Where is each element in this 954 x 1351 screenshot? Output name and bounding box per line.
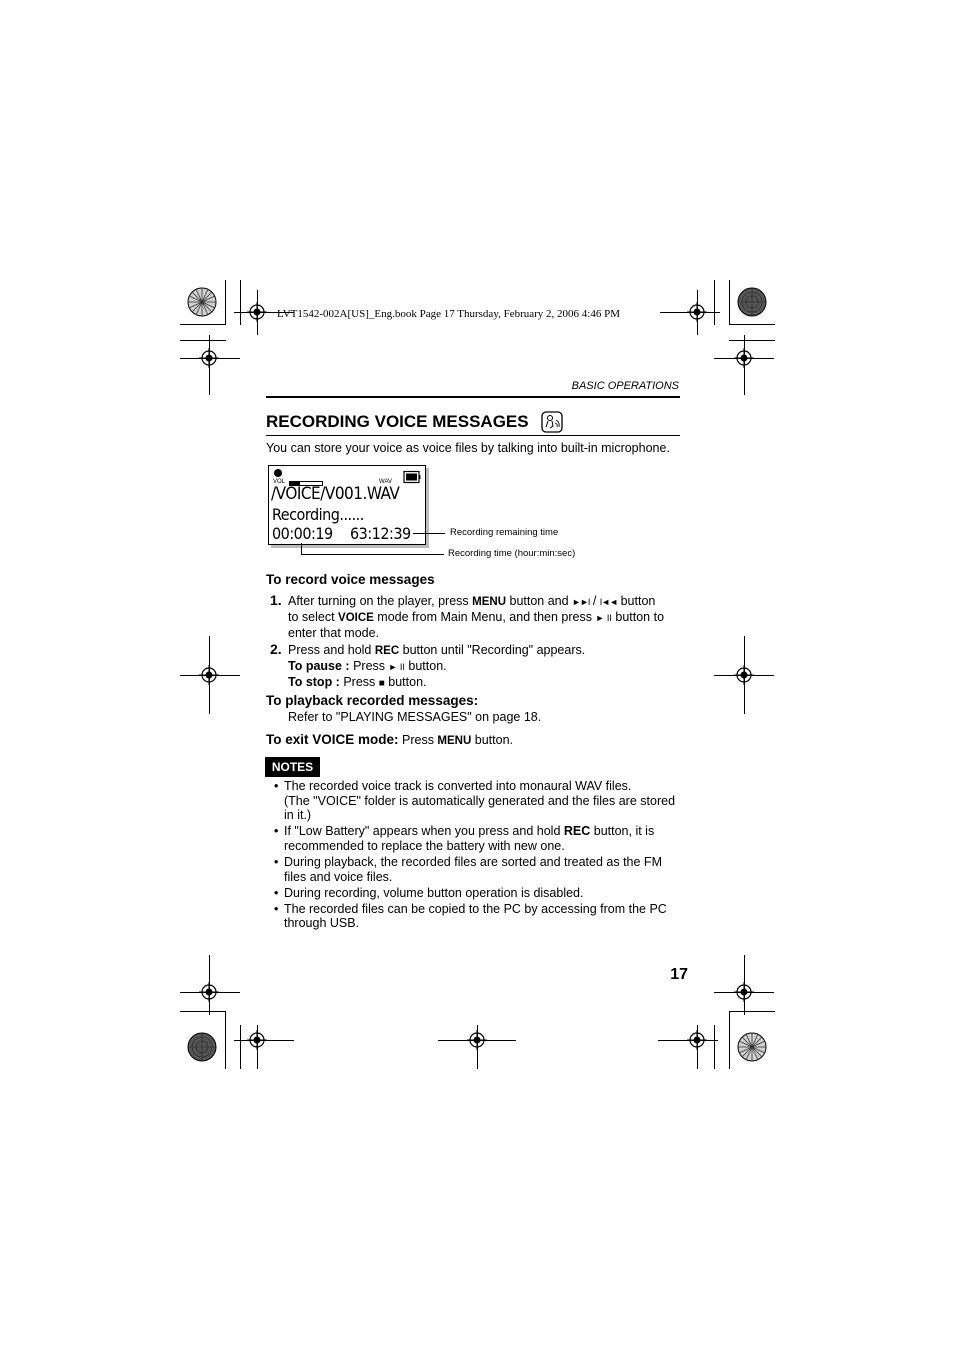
crop-mark xyxy=(729,340,775,341)
notes-label: NOTES xyxy=(265,757,320,777)
record-heading: To record voice messages xyxy=(266,572,435,587)
running-header: BASIC OPERATIONS xyxy=(571,380,679,392)
crop-mark xyxy=(729,1011,730,1069)
crop-mark xyxy=(729,280,730,325)
crop-mark xyxy=(658,1040,718,1041)
record-indicator-icon xyxy=(274,469,282,477)
callout-line xyxy=(301,554,444,555)
next-button-icon: ►►I xyxy=(572,597,590,607)
exit-line: To exit VOICE mode: Press MENU button. xyxy=(266,732,513,747)
crop-mark xyxy=(209,955,210,1015)
crop-mark xyxy=(180,358,240,359)
recording-status: Recording...... xyxy=(272,505,364,524)
crop-mark xyxy=(234,1040,294,1041)
step-2-text: Press and hold REC button until "Recording" appears. To pause : Press ► II button. To stop : Press ■ button. xyxy=(288,643,586,689)
title-rule xyxy=(266,435,680,436)
battery-icon xyxy=(403,470,421,484)
color-rosette-icon xyxy=(737,287,767,317)
crop-mark xyxy=(209,636,210,714)
crop-mark xyxy=(660,312,720,313)
callout-elapsed: Recording time (hour:min:sec) xyxy=(448,548,576,559)
crop-mark xyxy=(744,335,745,395)
voice-recording-icon xyxy=(541,411,563,433)
color-rosette-icon xyxy=(187,1032,217,1062)
crop-mark xyxy=(744,636,745,714)
crop-mark xyxy=(257,1025,258,1069)
header-rule xyxy=(266,396,680,398)
color-rosette-icon xyxy=(187,287,217,317)
list-item: • The recorded files can be copied to the PC by accessing from the PC through USB. xyxy=(272,902,682,931)
list-item: • During playback, the recorded files are sorted and treated as the FM files and voice files. xyxy=(272,855,682,884)
crop-mark xyxy=(209,335,210,395)
exit-heading: To exit VOICE mode: xyxy=(266,732,399,747)
wav-label: WAV xyxy=(379,479,392,485)
playback-heading: To playback recorded messages: xyxy=(266,693,479,708)
crop-mark xyxy=(714,280,715,325)
crop-mark xyxy=(477,1025,478,1069)
stop-icon: ■ xyxy=(378,678,385,689)
recording-time: 00:00:19 xyxy=(272,524,333,543)
player-display xyxy=(268,465,426,545)
vol-label: VOL xyxy=(273,479,286,485)
list-item: • If "Low Battery" appears when you press and hold REC button, it is recommended to replace the battery with new one. xyxy=(272,824,682,853)
play-pause-icon: ► II xyxy=(388,662,405,672)
crop-mark xyxy=(729,1011,775,1012)
step-number: 2. xyxy=(270,641,282,657)
crop-mark xyxy=(180,1011,226,1012)
page-number: 17 xyxy=(670,966,688,983)
page-title xyxy=(266,412,529,432)
callout-line xyxy=(301,543,302,554)
crop-mark xyxy=(225,1011,226,1069)
callout-line xyxy=(413,533,445,534)
crop-mark xyxy=(240,1025,241,1069)
print-slug: LVT1542-002A[US]_Eng.book Page 17 Thursday, February 2, 2006 4:46 PM xyxy=(277,308,621,320)
page-title-text: RECORDING VOICE MESSAGES xyxy=(266,412,529,431)
crop-mark xyxy=(180,324,226,325)
intro-text: You can store your voice as voice files by talking into built-in microphone. xyxy=(266,441,670,455)
crop-mark xyxy=(180,675,240,676)
playback-text: Refer to "PLAYING MESSAGES" on page 18. xyxy=(288,710,542,724)
step-number: 1. xyxy=(270,592,282,608)
crop-mark xyxy=(257,290,258,335)
play-pause-icon: ► II xyxy=(595,613,612,623)
crop-mark xyxy=(180,992,240,993)
crop-mark xyxy=(240,280,241,325)
notes-list xyxy=(272,779,682,932)
crop-mark xyxy=(729,324,775,325)
list-item: • During recording, volume button operation is disabled. xyxy=(272,886,682,901)
crop-mark xyxy=(697,290,698,335)
list-item: • The recorded voice track is converted into monaural WAV files. (The "VOICE" folder is automatically generated and the files are stored in it.) xyxy=(272,779,682,823)
crop-mark xyxy=(714,1025,715,1069)
file-path: /VOICE/V001.WAV xyxy=(271,484,400,504)
crop-mark xyxy=(225,280,226,325)
crop-mark xyxy=(180,340,226,341)
remaining-time: 63:12:39 xyxy=(350,524,411,543)
prev-button-icon: I◄◄ xyxy=(599,597,618,607)
color-rosette-icon xyxy=(737,1032,767,1062)
crop-mark xyxy=(744,955,745,1015)
callout-remaining: Recording remaining time xyxy=(450,527,559,538)
crop-mark xyxy=(697,1025,698,1069)
step-1-text: After turning on the player, press MENU button and ►►I / I◄◄ button to select VOICE mode from Main Menu, and then press ► II button to enter that mode. xyxy=(288,594,665,640)
